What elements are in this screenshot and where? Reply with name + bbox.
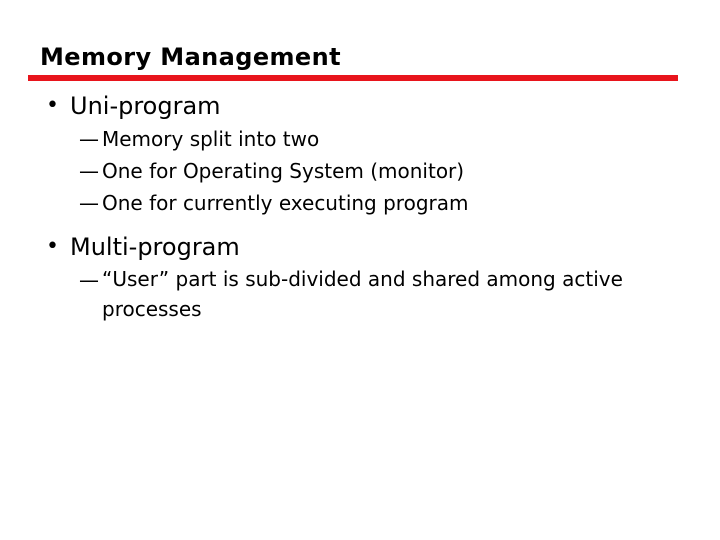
sub-list-uni-program bbox=[79, 123, 680, 219]
bullet-multi-program bbox=[40, 229, 680, 265]
title-underline bbox=[28, 75, 678, 81]
dash-marker: — bbox=[79, 191, 99, 215]
sub-item-text: “User” part is sub-divided and shared among active processes bbox=[102, 267, 623, 321]
dash-marker: — bbox=[79, 268, 99, 292]
sub-item-text: One for Operating System (monitor) bbox=[102, 159, 465, 183]
bullet-uni-program bbox=[40, 88, 680, 124]
dash-marker: — bbox=[79, 127, 99, 151]
sub-item-text: Memory split into two bbox=[102, 127, 320, 151]
bullet-text: Uni-program bbox=[70, 92, 221, 120]
sub-item-memory-split bbox=[79, 123, 680, 155]
sub-item-text: One for currently executing program bbox=[102, 191, 469, 215]
slide-title: Memory Management bbox=[40, 43, 341, 71]
dash-marker: — bbox=[79, 159, 99, 183]
slide-content bbox=[40, 88, 680, 324]
bullet-text: Multi-program bbox=[70, 233, 240, 261]
sub-item-user-part bbox=[79, 264, 680, 324]
sub-list-multi-program bbox=[79, 264, 680, 324]
sub-item-operating-system bbox=[79, 155, 680, 187]
bullet-marker: • bbox=[46, 93, 59, 118]
sub-item-executing-program bbox=[79, 187, 680, 219]
bullet-marker: • bbox=[46, 234, 59, 259]
